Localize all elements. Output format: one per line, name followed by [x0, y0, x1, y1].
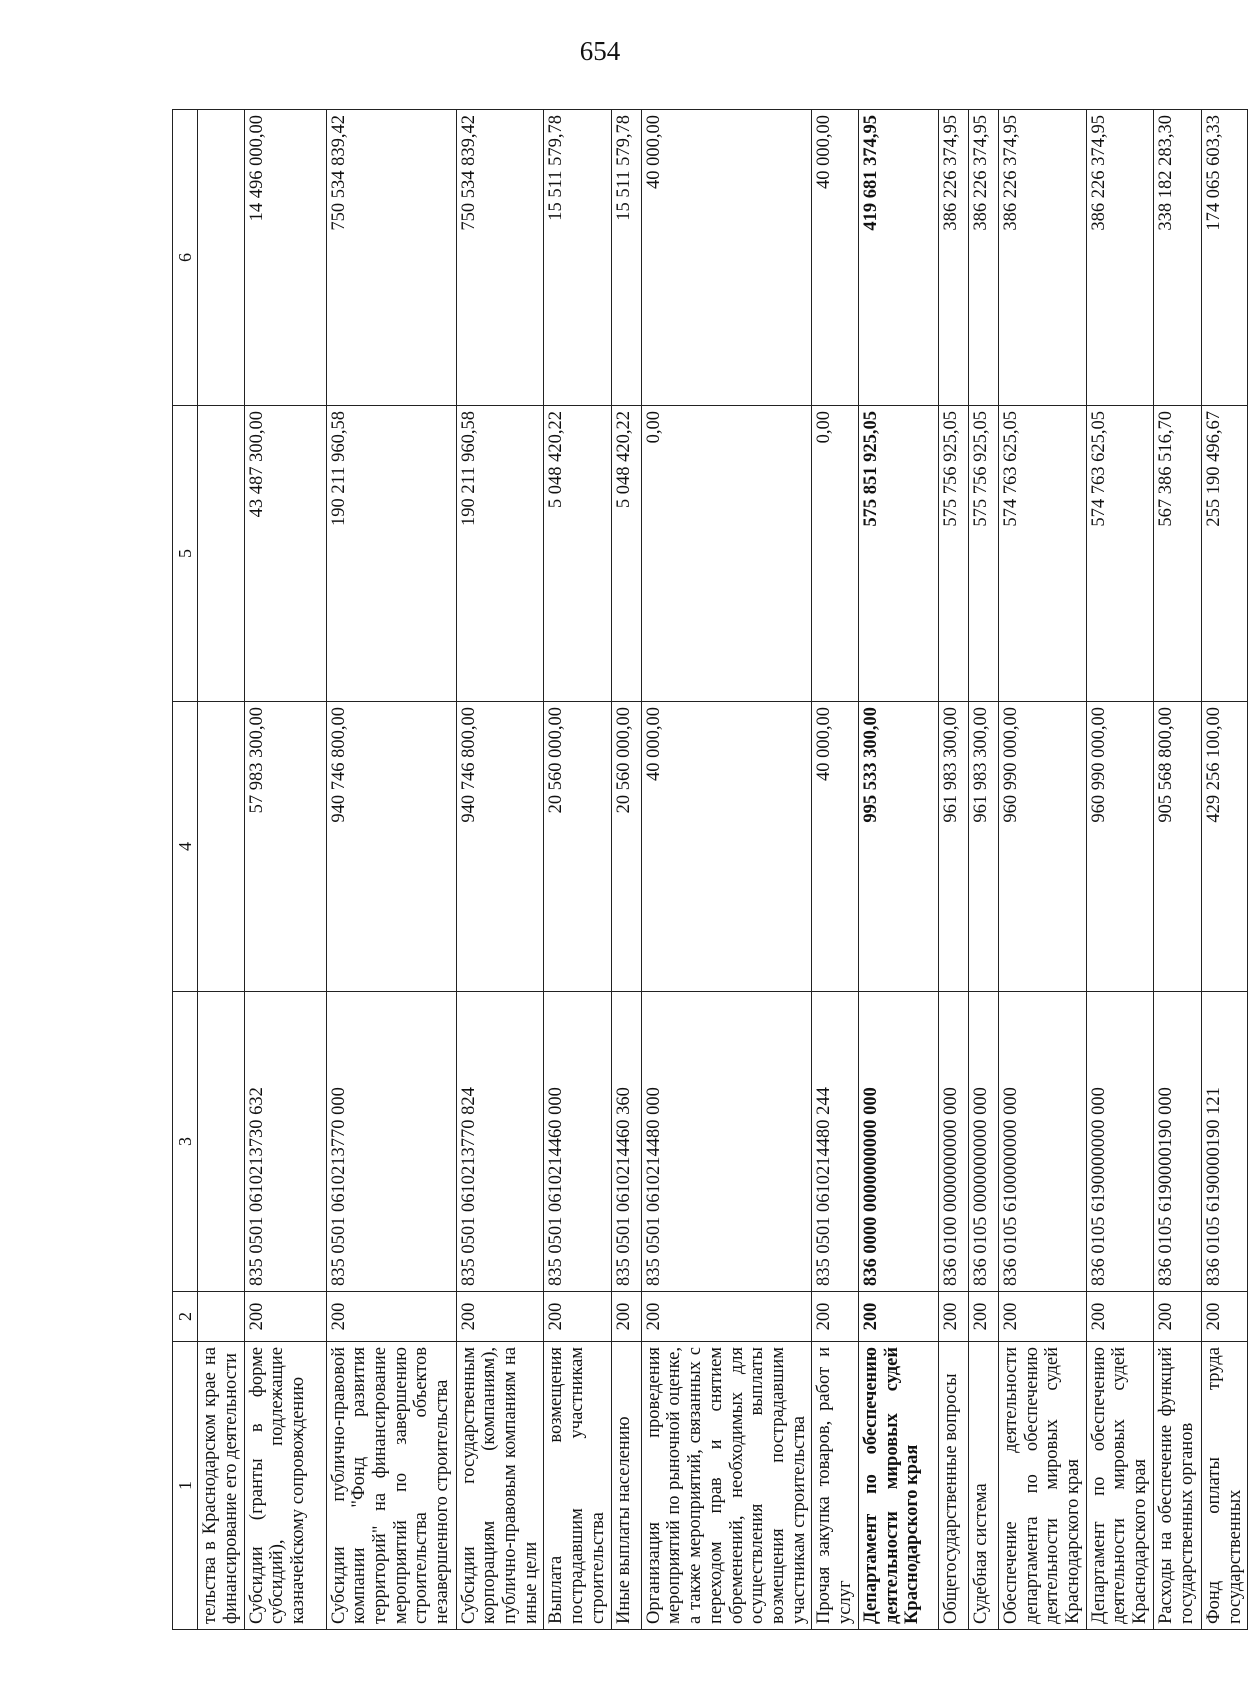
row-column-2-cell: 200: [858, 1292, 938, 1342]
row-amount-cell: 0,00: [641, 406, 812, 702]
table-row: [544, 110, 611, 1630]
row-amount-cell: 14 496 000,00: [244, 110, 326, 406]
row-amount-cell: 567 386 516,70: [1153, 406, 1201, 702]
row-amount-cell: 961 983 300,00: [968, 702, 998, 992]
column-header: 2: [173, 1292, 198, 1342]
row-amount-cell: 40 000,00: [641, 702, 812, 992]
row-code-cell: 836 0105 6190000000 000: [1086, 992, 1153, 1292]
row-amount-cell: 43 487 300,00: [244, 406, 326, 702]
row-code-cell: 835 0501 0610214460 360: [611, 992, 641, 1292]
row-name-cell: Обеспечение деятельности департамента по обеспечению деятельности мировых судей Краснодарского края: [998, 1342, 1086, 1630]
row-amount-cell: 961 983 300,00: [938, 702, 968, 992]
row-name-cell: Субсидии государственным корпорациям (компаниям), публично-правовым компаниям на иные цели: [456, 1342, 544, 1630]
table-row: [812, 110, 858, 1630]
table-row: [198, 110, 244, 1630]
row-column-2-cell: [198, 1292, 244, 1342]
table-row: [1201, 110, 1247, 1630]
row-code-cell: 836 0105 6100000000 000: [998, 992, 1086, 1292]
row-amount-cell: 0,00: [812, 406, 858, 702]
row-amount-cell: 57 983 300,00: [244, 702, 326, 992]
row-column-2-cell: 200: [326, 1292, 456, 1342]
row-column-2-cell: 200: [244, 1292, 326, 1342]
row-amount-cell: 960 990 000,00: [998, 702, 1086, 992]
row-name-cell: Расходы на обеспечение функций государственных органов: [1153, 1342, 1201, 1630]
row-amount-cell: 429 256 100,00: [1201, 702, 1247, 992]
row-name-cell: тельства в Краснодарском крае на финансирование его деятельности: [198, 1342, 244, 1630]
table-row: [998, 110, 1086, 1630]
column-header: 5: [173, 406, 198, 702]
row-name-cell: Общегосударственные вопросы: [938, 1342, 968, 1630]
table-row: [1153, 110, 1201, 1630]
column-header: 6: [173, 110, 198, 406]
row-name-cell: Департамент по обеспечению деятельности мировых судей Краснодарского края: [858, 1342, 938, 1630]
row-amount-cell: 386 226 374,95: [968, 110, 998, 406]
row-amount-cell: 190 211 960,58: [326, 406, 456, 702]
row-code-cell: 835 0501 0610214460 000: [544, 992, 611, 1292]
row-amount-cell: 15 511 579,78: [611, 110, 641, 406]
row-code-cell: 836 0000 0000000000 000: [858, 992, 938, 1292]
row-amount-cell: [198, 702, 244, 992]
row-code-cell: 835 0501 0610213730 632: [244, 992, 326, 1292]
row-name-cell: Судебная система: [968, 1342, 998, 1630]
row-amount-cell: 40 000,00: [812, 702, 858, 992]
row-amount-cell: 386 226 374,95: [998, 110, 1086, 406]
row-amount-cell: 960 990 000,00: [1086, 702, 1153, 992]
row-name-cell: Субсидии (гранты в форме субсидий), подлежащие казначейскому сопровождению: [244, 1342, 326, 1630]
row-code-cell: 835 0501 0610213770 000: [326, 992, 456, 1292]
table-row: [456, 110, 544, 1630]
row-amount-cell: [198, 406, 244, 702]
column-header: 3: [173, 992, 198, 1292]
row-column-2-cell: 200: [812, 1292, 858, 1342]
row-amount-cell: 40 000,00: [641, 110, 812, 406]
row-code-cell: [198, 992, 244, 1292]
row-code-cell: 836 0105 6190000190 121: [1201, 992, 1247, 1292]
row-amount-cell: 15 511 579,78: [544, 110, 611, 406]
row-amount-cell: 386 226 374,95: [1086, 110, 1153, 406]
row-amount-cell: 338 182 283,30: [1153, 110, 1201, 406]
row-amount-cell: 255 190 496,67: [1201, 406, 1247, 702]
row-amount-cell: 750 534 839,42: [456, 110, 544, 406]
row-name-cell: Фонд оплаты труда государственных: [1201, 1342, 1247, 1630]
row-code-cell: 836 0100 0000000000 000: [938, 992, 968, 1292]
row-amount-cell: 174 065 603,33: [1201, 110, 1247, 406]
row-amount-cell: 574 763 625,05: [1086, 406, 1153, 702]
row-column-2-cell: 200: [968, 1292, 998, 1342]
rotated-table-container: [172, 110, 1245, 1630]
table-row: [1086, 110, 1153, 1630]
row-amount-cell: 575 756 925,05: [968, 406, 998, 702]
row-amount-cell: 386 226 374,95: [938, 110, 968, 406]
row-column-2-cell: 200: [1153, 1292, 1201, 1342]
table-row: [611, 110, 641, 1630]
page-number: 654: [579, 36, 621, 66]
row-name-cell: Субсидии публично-правовой компании "Фонд развития территорий" на финансирование мероприятий по завершению строительства объектов незавершенного строительства: [326, 1342, 456, 1630]
row-column-2-cell: 200: [456, 1292, 544, 1342]
table-row: [938, 110, 968, 1630]
row-amount-cell: 940 746 800,00: [456, 702, 544, 992]
row-amount-cell: 995 533 300,00: [858, 702, 938, 992]
table-row: [858, 110, 938, 1630]
row-code-cell: 836 0105 6190000190 000: [1153, 992, 1201, 1292]
row-name-cell: Иные выплаты населению: [611, 1342, 641, 1630]
table-row: [641, 110, 812, 1630]
row-amount-cell: 40 000,00: [812, 110, 858, 406]
row-column-2-cell: 200: [641, 1292, 812, 1342]
row-column-2-cell: 200: [998, 1292, 1086, 1342]
row-column-2-cell: 200: [1201, 1292, 1247, 1342]
budget-table: [172, 109, 1248, 1630]
row-amount-cell: 574 763 625,05: [998, 406, 1086, 702]
table-row: [326, 110, 456, 1630]
row-code-cell: 835 0501 0610214480 000: [641, 992, 812, 1292]
row-name-cell: Департамент по обеспечению деятельности мировых судей Краснодарского края: [1086, 1342, 1153, 1630]
row-code-cell: 835 0501 0610214480 244: [812, 992, 858, 1292]
row-amount-cell: 905 568 800,00: [1153, 702, 1201, 992]
row-column-2-cell: 200: [938, 1292, 968, 1342]
row-column-2-cell: 200: [544, 1292, 611, 1342]
row-name-cell: Организация проведения мероприятий по рыночной оценке, а также мероприятий, связанных с переходом прав и снятием обременений, необходимых для осуществления выплаты возмещения пострадавшим участникам строительства: [641, 1342, 812, 1630]
table-row: [968, 110, 998, 1630]
row-column-2-cell: 200: [611, 1292, 641, 1342]
row-code-cell: 836 0105 0000000000 000: [968, 992, 998, 1292]
row-amount-cell: 419 681 374,95: [858, 110, 938, 406]
table-header-row: [173, 110, 198, 1630]
row-name-cell: Прочая закупка товаров, работ и услуг: [812, 1342, 858, 1630]
row-amount-cell: 575 851 925,05: [858, 406, 938, 702]
column-header: 1: [173, 1342, 198, 1630]
row-amount-cell: 5 048 420,22: [544, 406, 611, 702]
row-amount-cell: 940 746 800,00: [326, 702, 456, 992]
row-amount-cell: 575 756 925,05: [938, 406, 968, 702]
row-column-2-cell: 200: [1086, 1292, 1153, 1342]
column-header: 4: [173, 702, 198, 992]
row-amount-cell: 5 048 420,22: [611, 406, 641, 702]
row-code-cell: 835 0501 0610213770 824: [456, 992, 544, 1292]
row-name-cell: Выплата возмещения пострадавшим участникам строительства: [544, 1342, 611, 1630]
table-row: [244, 110, 326, 1630]
row-amount-cell: 750 534 839,42: [326, 110, 456, 406]
row-amount-cell: 20 560 000,00: [544, 702, 611, 992]
row-amount-cell: 20 560 000,00: [611, 702, 641, 992]
row-amount-cell: 190 211 960,58: [456, 406, 544, 702]
row-amount-cell: [198, 110, 244, 406]
